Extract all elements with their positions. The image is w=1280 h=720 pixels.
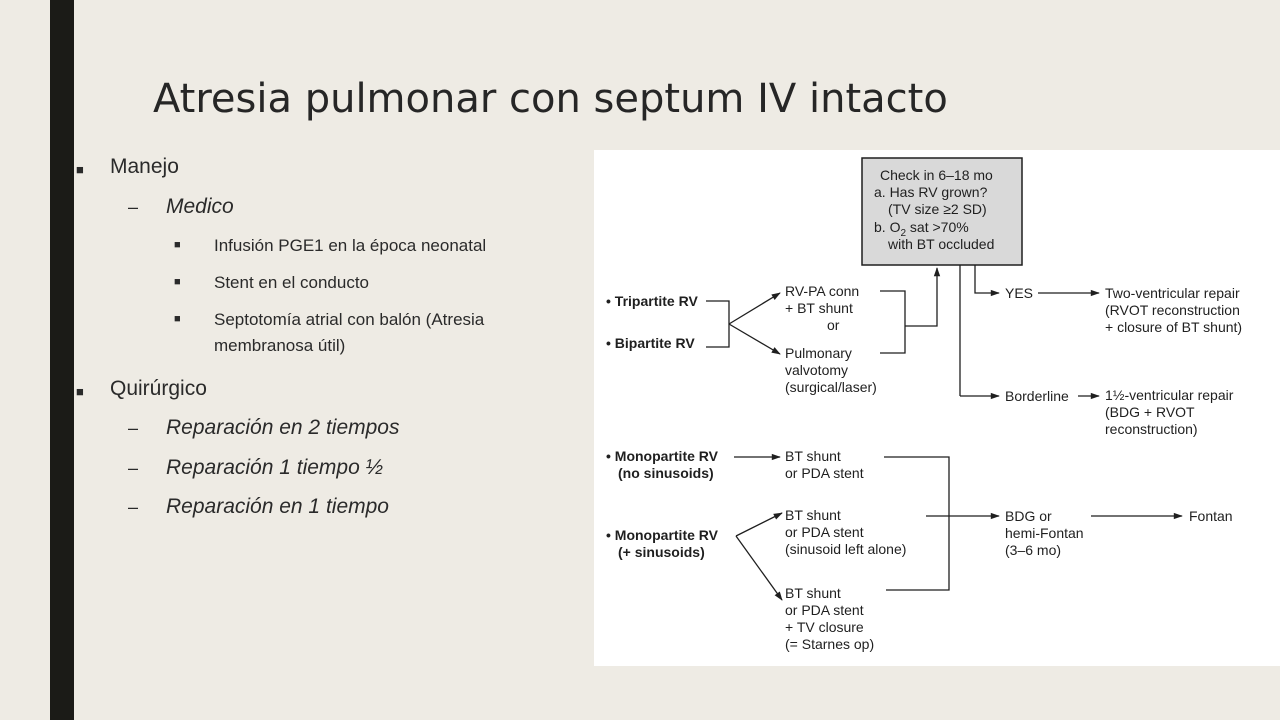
slide-content	[70, 0, 590, 720]
bt2-line-1: BT shunt	[785, 507, 841, 523]
two-vent-line-3: + closure of BT shunt)	[1105, 319, 1243, 335]
medico-item: Stent en el conducto	[214, 273, 370, 292]
quirurgico-item: Reparación en 2 tiempos	[166, 416, 400, 439]
bracket-shunts	[884, 457, 949, 590]
label-mono-no-1: • Monopartite RV	[606, 448, 718, 464]
bt3-line-3: + TV closure	[785, 619, 864, 635]
bt3-line-4: (= Starnes op)	[785, 636, 875, 652]
dash-marker: –	[128, 197, 139, 217]
pulm-line-2: valvotomy	[785, 362, 849, 378]
quirurgico-item: Reparación 1 tiempo ½	[166, 456, 384, 479]
bt3-line-1: BT shunt	[785, 585, 841, 601]
bracket-tri-bi	[706, 301, 729, 347]
label-yes: YES	[1005, 285, 1034, 301]
rvpa-line-1: RV-PA conn	[785, 283, 860, 299]
two-vent-line-1: Two-ventricular repair	[1105, 285, 1240, 301]
bullet-marker: ■	[174, 313, 181, 325]
bullet-marker: ■	[174, 276, 181, 288]
medico-item: Infusión PGE1 en la época neonatal	[214, 236, 487, 255]
check-line-1: Check in 6–18 mo	[880, 167, 993, 183]
bt3-line-2: or PDA stent	[785, 602, 864, 618]
arrow-to-pulmonary	[729, 324, 780, 354]
label-borderline: Borderline	[1005, 388, 1069, 404]
bullet-marker: ■	[76, 384, 84, 399]
bt1-line-1: BT shunt	[785, 448, 841, 464]
rvpa-line-3: or	[827, 317, 840, 333]
bdg-line-3: (3–6 mo)	[1005, 542, 1062, 558]
two-vent-line-2: (RVOT reconstruction	[1105, 302, 1240, 318]
slide-title: Atresia pulmonar con septum IV intacto	[153, 76, 948, 122]
label-fontan: Fontan	[1189, 508, 1233, 524]
bullet-manejo: Manejo	[110, 155, 179, 178]
rvpa-line-2: + BT shunt	[785, 300, 853, 316]
arrow-to-bt2	[736, 513, 782, 536]
bullet-quirurgico: Quirúrgico	[110, 377, 207, 400]
pulm-line-3: (surgical/laser)	[785, 379, 877, 395]
bullet-medico: Medico	[166, 195, 234, 218]
check-line-3: (TV size ≥2 SD)	[888, 201, 987, 217]
dash-marker: –	[128, 458, 139, 478]
bt2-line-2: or PDA stent	[785, 524, 864, 540]
label-bipartite: • Bipartite RV	[606, 335, 695, 351]
label-mono-plus-2: (+ sinusoids)	[618, 544, 705, 560]
one-half-line-3: reconstruction)	[1105, 421, 1198, 437]
bdg-line-2: hemi-Fontan	[1005, 525, 1084, 541]
check-line-5: with BT occluded	[888, 236, 995, 252]
pulm-line-1: Pulmonary	[785, 345, 852, 361]
one-half-line-1: 1½-ventricular repair	[1105, 387, 1234, 403]
check-line-4: b. $O_2$ sat >70%	[874, 219, 969, 239]
arrow-to-bt3	[736, 536, 782, 600]
bt1-line-2: or PDA stent	[785, 465, 864, 481]
label-mono-no-2: (no sinusoids)	[618, 465, 714, 481]
arrow-to-check	[905, 268, 937, 326]
bullet-marker: ■	[76, 162, 84, 177]
treatment-flowchart	[594, 150, 1280, 666]
medico-item: Septotomía atrial con balón (Atresia	[214, 310, 485, 329]
dash-marker: –	[128, 497, 139, 517]
bullet-marker: ■	[174, 239, 181, 251]
label-mono-plus-1: • Monopartite RV	[606, 527, 718, 543]
medico-item-continued: membranosa útil)	[214, 336, 346, 355]
bdg-line-1: BDG or	[1005, 508, 1052, 524]
one-half-line-2: (BDG + RVOT	[1105, 404, 1195, 420]
check-line-2: a. Has RV grown?	[874, 184, 988, 200]
bracket-procedures	[880, 291, 905, 353]
quirurgico-item: Reparación en 1 tiempo	[166, 495, 389, 518]
arrow-to-yes	[975, 265, 999, 293]
bt2-line-3: (sinusoid left alone)	[785, 541, 907, 557]
label-tripartite: • Tripartite RV	[606, 293, 698, 309]
dash-marker: –	[128, 418, 139, 438]
arrow-to-rvpa	[729, 293, 780, 324]
